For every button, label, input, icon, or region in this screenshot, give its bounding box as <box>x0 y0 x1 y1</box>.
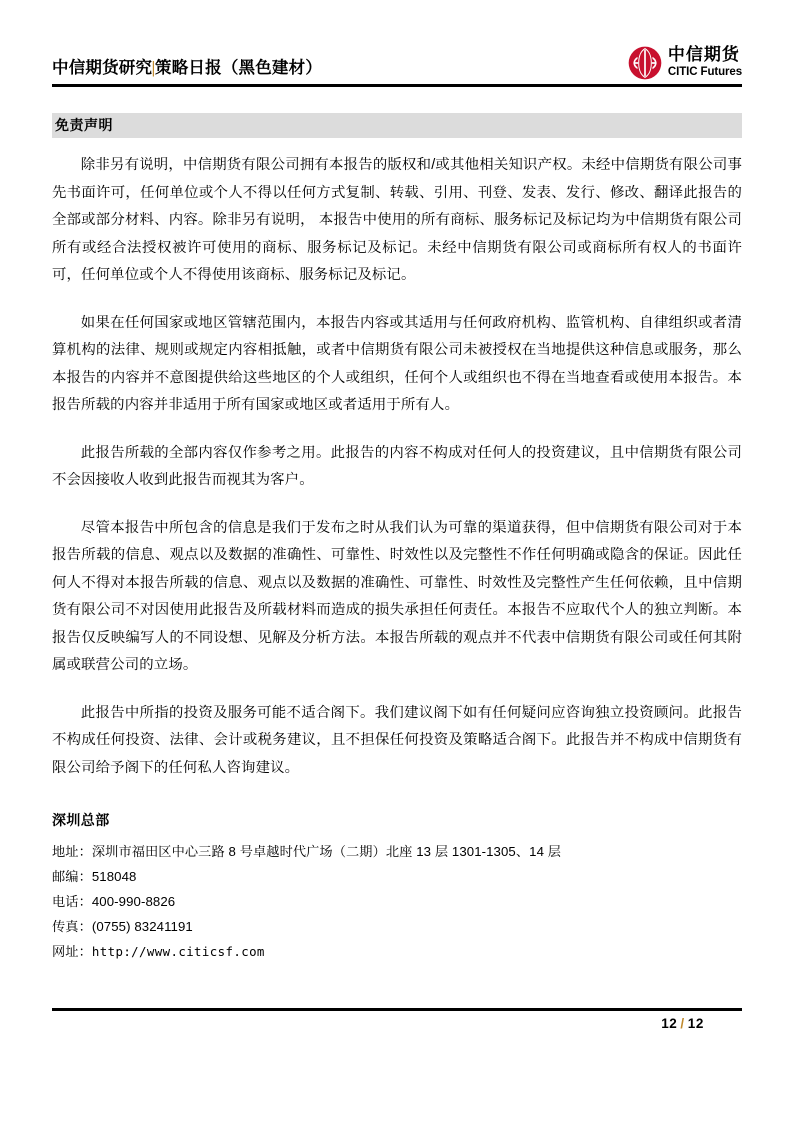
fax-value: (0755) 83241191 <box>91 919 193 934</box>
page-separator: / <box>680 1016 685 1031</box>
contact-fax <box>52 914 742 939</box>
logo-brand-cn: 中信期货 <box>667 45 740 66</box>
page-total: 12 <box>687 1016 704 1031</box>
disclaimer-body <box>52 152 742 782</box>
contact-office-title: 深圳总部 <box>52 812 110 828</box>
header-divider <box>52 84 742 87</box>
disclaimer-paragraph: 此报告中所指的投资及服务可能不适合阁下。我们建议阁下如有任何疑问应咨询独立投资顾问。此报告不构成任何投资、法律、会计或税务建议，且不担保任何投资及策略适合阁下。此报告并不构成中信期货有限公司给予阁下的任何私人咨询建议。 <box>52 704 742 776</box>
fax-label: 传真： <box>52 919 92 934</box>
page-footer <box>52 1008 742 1031</box>
header-title-separator: | <box>152 59 155 77</box>
citic-circle-emblem-icon <box>628 46 662 80</box>
contact-phone <box>52 889 742 914</box>
disclaimer-heading-band <box>52 113 742 138</box>
contact-address <box>52 839 742 864</box>
address-label: 地址： <box>52 844 92 859</box>
page-current: 12 <box>661 1016 678 1031</box>
postcode-label: 邮编： <box>52 869 92 884</box>
logo-wordmark <box>668 47 742 79</box>
page-content <box>52 0 742 964</box>
section-title: 免责声明 <box>55 117 113 133</box>
disclaimer-paragraph: 尽管本报告中所包含的信息是我们于发布之时从我们认为可靠的渠道获得，但中信期货有限公司对于本报告所载的信息、观点以及数据的准确性、可靠性、时效性以及完整性不作任何明确或隐含的保证。因此任何人不得对本报告所载的信息、观点以及数据的准确性、可靠性、时效性及完整性产生任何依赖，且中信期货有限公司不对因使用此报告及所载材料而造成的损失承担任何责任。本报告不应取代个人的独立判断。本报告仅反映编写人的不同设想、见解及分析方法。本报告所载的观点并不代表中信期货有限公司或任何其附属或联营公司的立场。 <box>52 519 742 673</box>
postcode-value: 518048 <box>91 869 137 884</box>
website-value[interactable]: http://www.citicsf.com <box>91 944 265 959</box>
logo-brand-en: CITIC Futures <box>667 66 742 79</box>
contact-postcode <box>52 864 742 889</box>
disclaimer-paragraph: 除非另有说明，中信期货有限公司拥有本报告的版权和/或其他相关知识产权。未经中信期货有限公司事先书面许可，任何单位或个人不得以任何方式复制、转载、引用、刊登、发表、发行、修改、翻译此报告的全部或部分材料、内容。除非另有说明， 本报告中使用的所有商标、服务标记及标记均为中信期货有限公司所有或经合法授权被许可使用的商标、服务标记及标记。未经中信期货有限公司或商标所有权人的书面许可，任何单位或个人不得使用该商标、服务标记及标记。 <box>52 157 742 283</box>
header-title <box>52 54 322 78</box>
disclaimer-paragraph: 如果在任何国家或地区管辖范围内，本报告内容或其适用与任何政府机构、监管机构、自律组织或者清算机构的法律、规则或规定内容相抵触，或者中信期货有限公司未被授权在当地提供这种信息或服务，那么本报告的内容并不意图提供给这些地区的个人或组织，任何个人或组织也不得在当地查看或使用本报告。本报告所载的内容并非适用于所有国家或地区或者适用于所有人。 <box>52 314 742 413</box>
page-number <box>52 1011 742 1031</box>
citic-futures-logo <box>628 46 742 80</box>
phone-value: 400-990-8826 <box>91 894 176 909</box>
contact-website <box>52 939 742 964</box>
header-title-left: 中信期货研究 <box>52 59 153 77</box>
page-header <box>52 0 742 84</box>
phone-label: 电话： <box>52 894 92 909</box>
contact-block <box>52 810 742 964</box>
disclaimer-paragraph: 此报告所载的全部内容仅作参考之用。此报告的内容不构成对任何人的投资建议，且中信期货有限公司不会因接收人收到此报告而视其为客户。 <box>52 444 742 488</box>
header-title-right: 策略日报（黑色建材） <box>155 59 323 77</box>
website-label: 网址： <box>52 944 92 959</box>
address-value: 深圳市福田区中心三路 8 号卓越时代广场（二期）北座 13 层 1301-1305、14 层 <box>91 844 562 859</box>
